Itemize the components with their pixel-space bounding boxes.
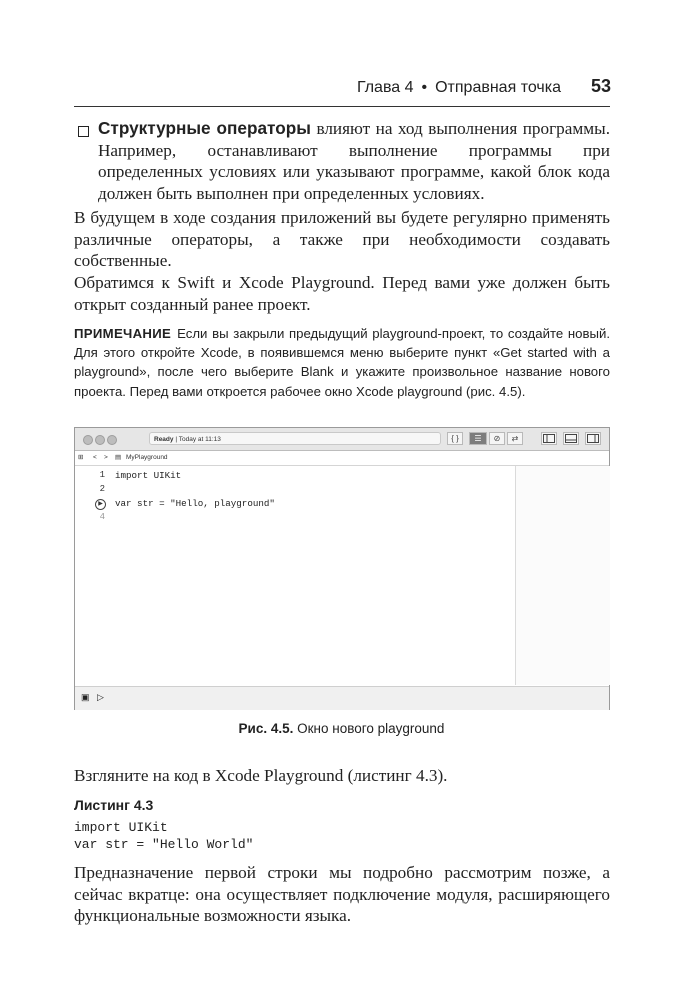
standard-editor-button[interactable]: { } — [447, 432, 463, 445]
inspector-toggle-icon[interactable] — [585, 432, 601, 445]
playground-file-icon: ▤ — [115, 454, 122, 461]
xcode-window — [74, 427, 610, 710]
checkbox-bullet-icon — [78, 126, 89, 137]
jump-bar — [75, 451, 609, 466]
debug-area-toggle-icon[interactable] — [563, 432, 579, 445]
paragraph-3: Взгляните на код в Xcode Playground (листинг 4.3). — [74, 766, 448, 785]
listing-line: import UIKit — [74, 820, 168, 835]
listing-title: Листинг 4.3 — [74, 797, 154, 813]
page-number: 53 — [590, 76, 611, 96]
assistant-editor-icon[interactable]: ⊘ — [489, 432, 505, 445]
paragraph-1: В будущем в ходе создания приложений вы будете регулярно применять различные операторы, а также при необходимости создавать собственные. — [74, 208, 610, 271]
zoom-window-icon[interactable] — [107, 435, 117, 445]
status-time: Today at 11:13 — [178, 436, 221, 443]
note-block — [74, 324, 610, 401]
figure-label: Рис. 4.5. — [238, 721, 294, 736]
line-gutter — [75, 466, 111, 685]
debug-bar — [75, 686, 609, 710]
run-line-icon[interactable]: ▶ — [95, 499, 106, 510]
code-line[interactable]: var str = "Hello, playground" — [115, 498, 275, 509]
grid-icon[interactable]: ⊞ — [78, 454, 84, 461]
line-number: 2 — [99, 484, 105, 494]
chapter-label: Глава 4 — [356, 79, 414, 96]
paragraph-2: Обратимся к Swift и Xcode Playground. Перед вами уже должен быть открыт созданный ранее проект. — [74, 273, 610, 314]
chevron-forward-icon[interactable]: > — [104, 454, 108, 461]
listing-line: var str = "Hello World" — [74, 837, 254, 852]
code-line[interactable]: import UIKit — [115, 470, 182, 481]
status-ready: Ready — [154, 436, 174, 443]
chapter-title: Отправная точка — [435, 79, 561, 96]
running-header — [357, 76, 611, 97]
xcode-toolbar — [75, 428, 609, 451]
minimize-window-icon[interactable] — [95, 435, 105, 445]
close-window-icon[interactable] — [83, 435, 93, 445]
note-label: ПРИМЕЧАНИЕ — [74, 326, 172, 341]
version-editor-icon[interactable]: ⇄ — [507, 432, 523, 445]
results-sidebar — [515, 466, 610, 685]
line-number: 4 — [99, 512, 105, 522]
note-text: Если вы закрыли предыдущий playground-проект, то создайте новый. Для этого откройте Xcode, в появившемся меню выберите пункт «Get started with a playground», после чего выберите Blank и укажите произвольное название нового проекта. Перед вами откроется рабочее окно Xcode playground (рис. 4.5). — [74, 326, 610, 399]
jump-bar-path[interactable]: MyPlayground — [126, 454, 168, 461]
chevron-back-icon[interactable]: < — [93, 454, 97, 461]
paragraph-4: Предназначение первой строки мы подробно рассмотрим позже, а сейчас вкратце: она осуществляет подключение модуля, расширяющего функциональные возможности языка. — [74, 863, 610, 926]
bullet-item — [98, 118, 610, 205]
figure-caption-text: Окно нового playground — [297, 721, 445, 736]
bullet-text: влияют на ход выполнения программы. Например, останавливают выполнение программы при определенных условиях или указывают программе, какой блок кода должен быть выполнен при определенных условиях. — [98, 119, 610, 204]
navigator-toggle-icon[interactable] — [541, 432, 557, 445]
run-playground-icon[interactable]: ▷ — [97, 692, 104, 702]
header-separator: • — [421, 79, 428, 96]
debug-area-icon[interactable]: ▣ — [81, 692, 90, 702]
status-separator: | — [175, 436, 178, 443]
line-number: 1 — [99, 470, 105, 480]
activity-status — [149, 432, 441, 445]
bullet-bold-term: Структурные операторы — [98, 118, 311, 138]
figure-caption — [0, 721, 683, 736]
header-rule — [74, 106, 610, 107]
editor-lines-icon[interactable]: ☰ — [469, 432, 487, 445]
